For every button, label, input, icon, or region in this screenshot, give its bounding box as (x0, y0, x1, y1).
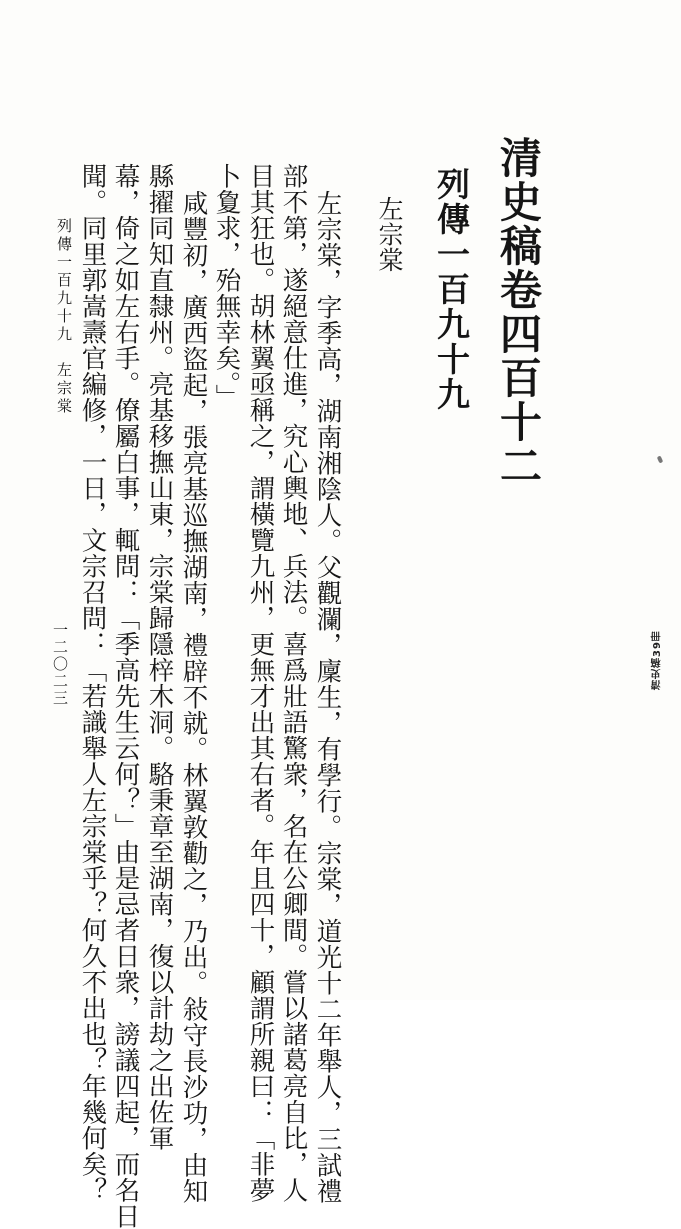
scan-speck (657, 455, 664, 463)
text-column: 左宗棠，字季高，湖南湘陰人。父觀瀾，廩生，有學行。宗棠，道光十二年舉人，三試禮 (312, 190, 343, 1204)
biography-name: 左宗棠 (375, 196, 404, 273)
text-column: 卜夐求，殆無幸矣。」 (211, 163, 242, 411)
text-column: 聞。同里郭嵩燾官編修，一日，文宗召問：「若識舉人左宗棠乎？何久不出也？年幾何矣？ (77, 163, 108, 1203)
text-column: 目其狂也。胡林翼亟稱之，謂橫覽九州，更無才出其右者。年且四十，顧謂所親曰：「非夢 (245, 163, 276, 1203)
text-column: 咸豐初，廣西盜起，張亮基巡撫湖南，禮辟不就。林翼敦勸之，乃出。敍守長沙功，由知 (178, 190, 209, 1204)
page-subtitle: 列傳一百九十九 (432, 167, 471, 412)
running-footer: 列傳一百九十九 左宗棠 (55, 218, 73, 416)
text-column: 縣擢同知直隸州。亮基移撫山東，宗棠歸隱梓木洞。駱秉章至湖南，復以計劫之出佐軍 (144, 163, 175, 1151)
text-column: 幕，倚之如左右手。僚屬白事，輒問：「季高先生云何？」由是忌者日衆，謗議四起，而名日 (110, 163, 141, 1229)
text-column: 部不第，遂絕意仕進，究心輿地、兵法。喜爲壯語驚衆，名在公卿間。嘗以諸葛亮自比，人 (278, 163, 309, 1203)
page-title: 清史稿卷四百十二 (494, 136, 543, 488)
edge-stamp: 清史稿39冊 (652, 630, 663, 690)
page-number: 一二〇二三 (51, 622, 69, 707)
